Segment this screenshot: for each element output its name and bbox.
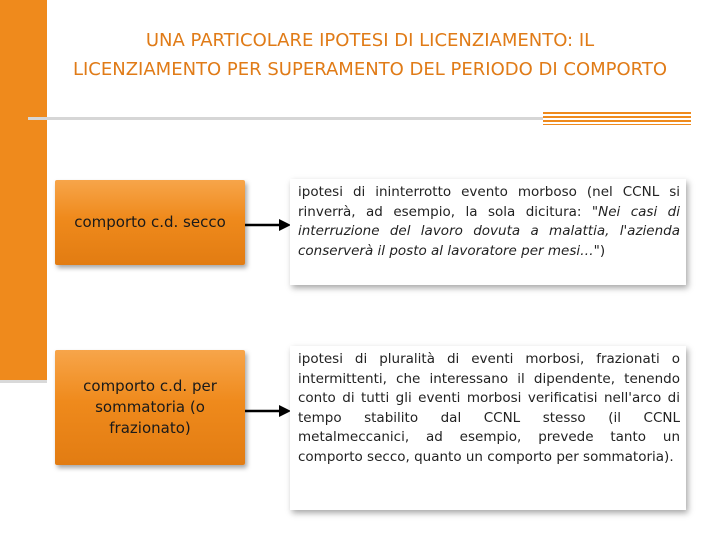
description-tail: ")	[593, 242, 606, 259]
left-accent-bar	[0, 0, 47, 380]
box-comporto-secco: comporto c.d. secco	[55, 180, 245, 265]
slide-title: UNA PARTICOLARE IPOTESI DI LICENZIAMENTO: IL LICENZIAMENTO PER SUPERAMENTO DEL PERIODO DI COMPORTO	[72, 30, 668, 80]
left-bar-shadow	[0, 380, 47, 383]
description-comporto-sommatoria: ipotesi di pluralità di eventi morbosi, frazionati o intermittenti, che interessano il dipendente, tenendo conto di tutti gli eventi morbosi verificatisi nell'arco di tempo stabilito dal CCNL stesso (il CCNL metalmeccanici, ad esempio, prevede tanto un comporto secco, quanto un comporto per sommatoria).	[290, 346, 686, 510]
box-comporto-sommatoria: comporto c.d. per sommatoria (o frazionato)	[55, 350, 245, 465]
arrow-right-icon	[245, 218, 291, 232]
title-divider-accent	[543, 112, 691, 125]
arrow-right-icon	[245, 404, 291, 418]
title-divider	[28, 117, 543, 120]
description-quote: Nei casi di interruzione del lavoro dovuta a malattia, l'azienda conserverà il posto al lavoratore per mesi…	[298, 203, 680, 259]
description-lead: ipotesi di ininterrotto evento morboso (nel CCNL si rinverrà, ad esempio, la sola dicitura: "	[298, 184, 680, 220]
description-comporto-secco	[290, 179, 686, 285]
